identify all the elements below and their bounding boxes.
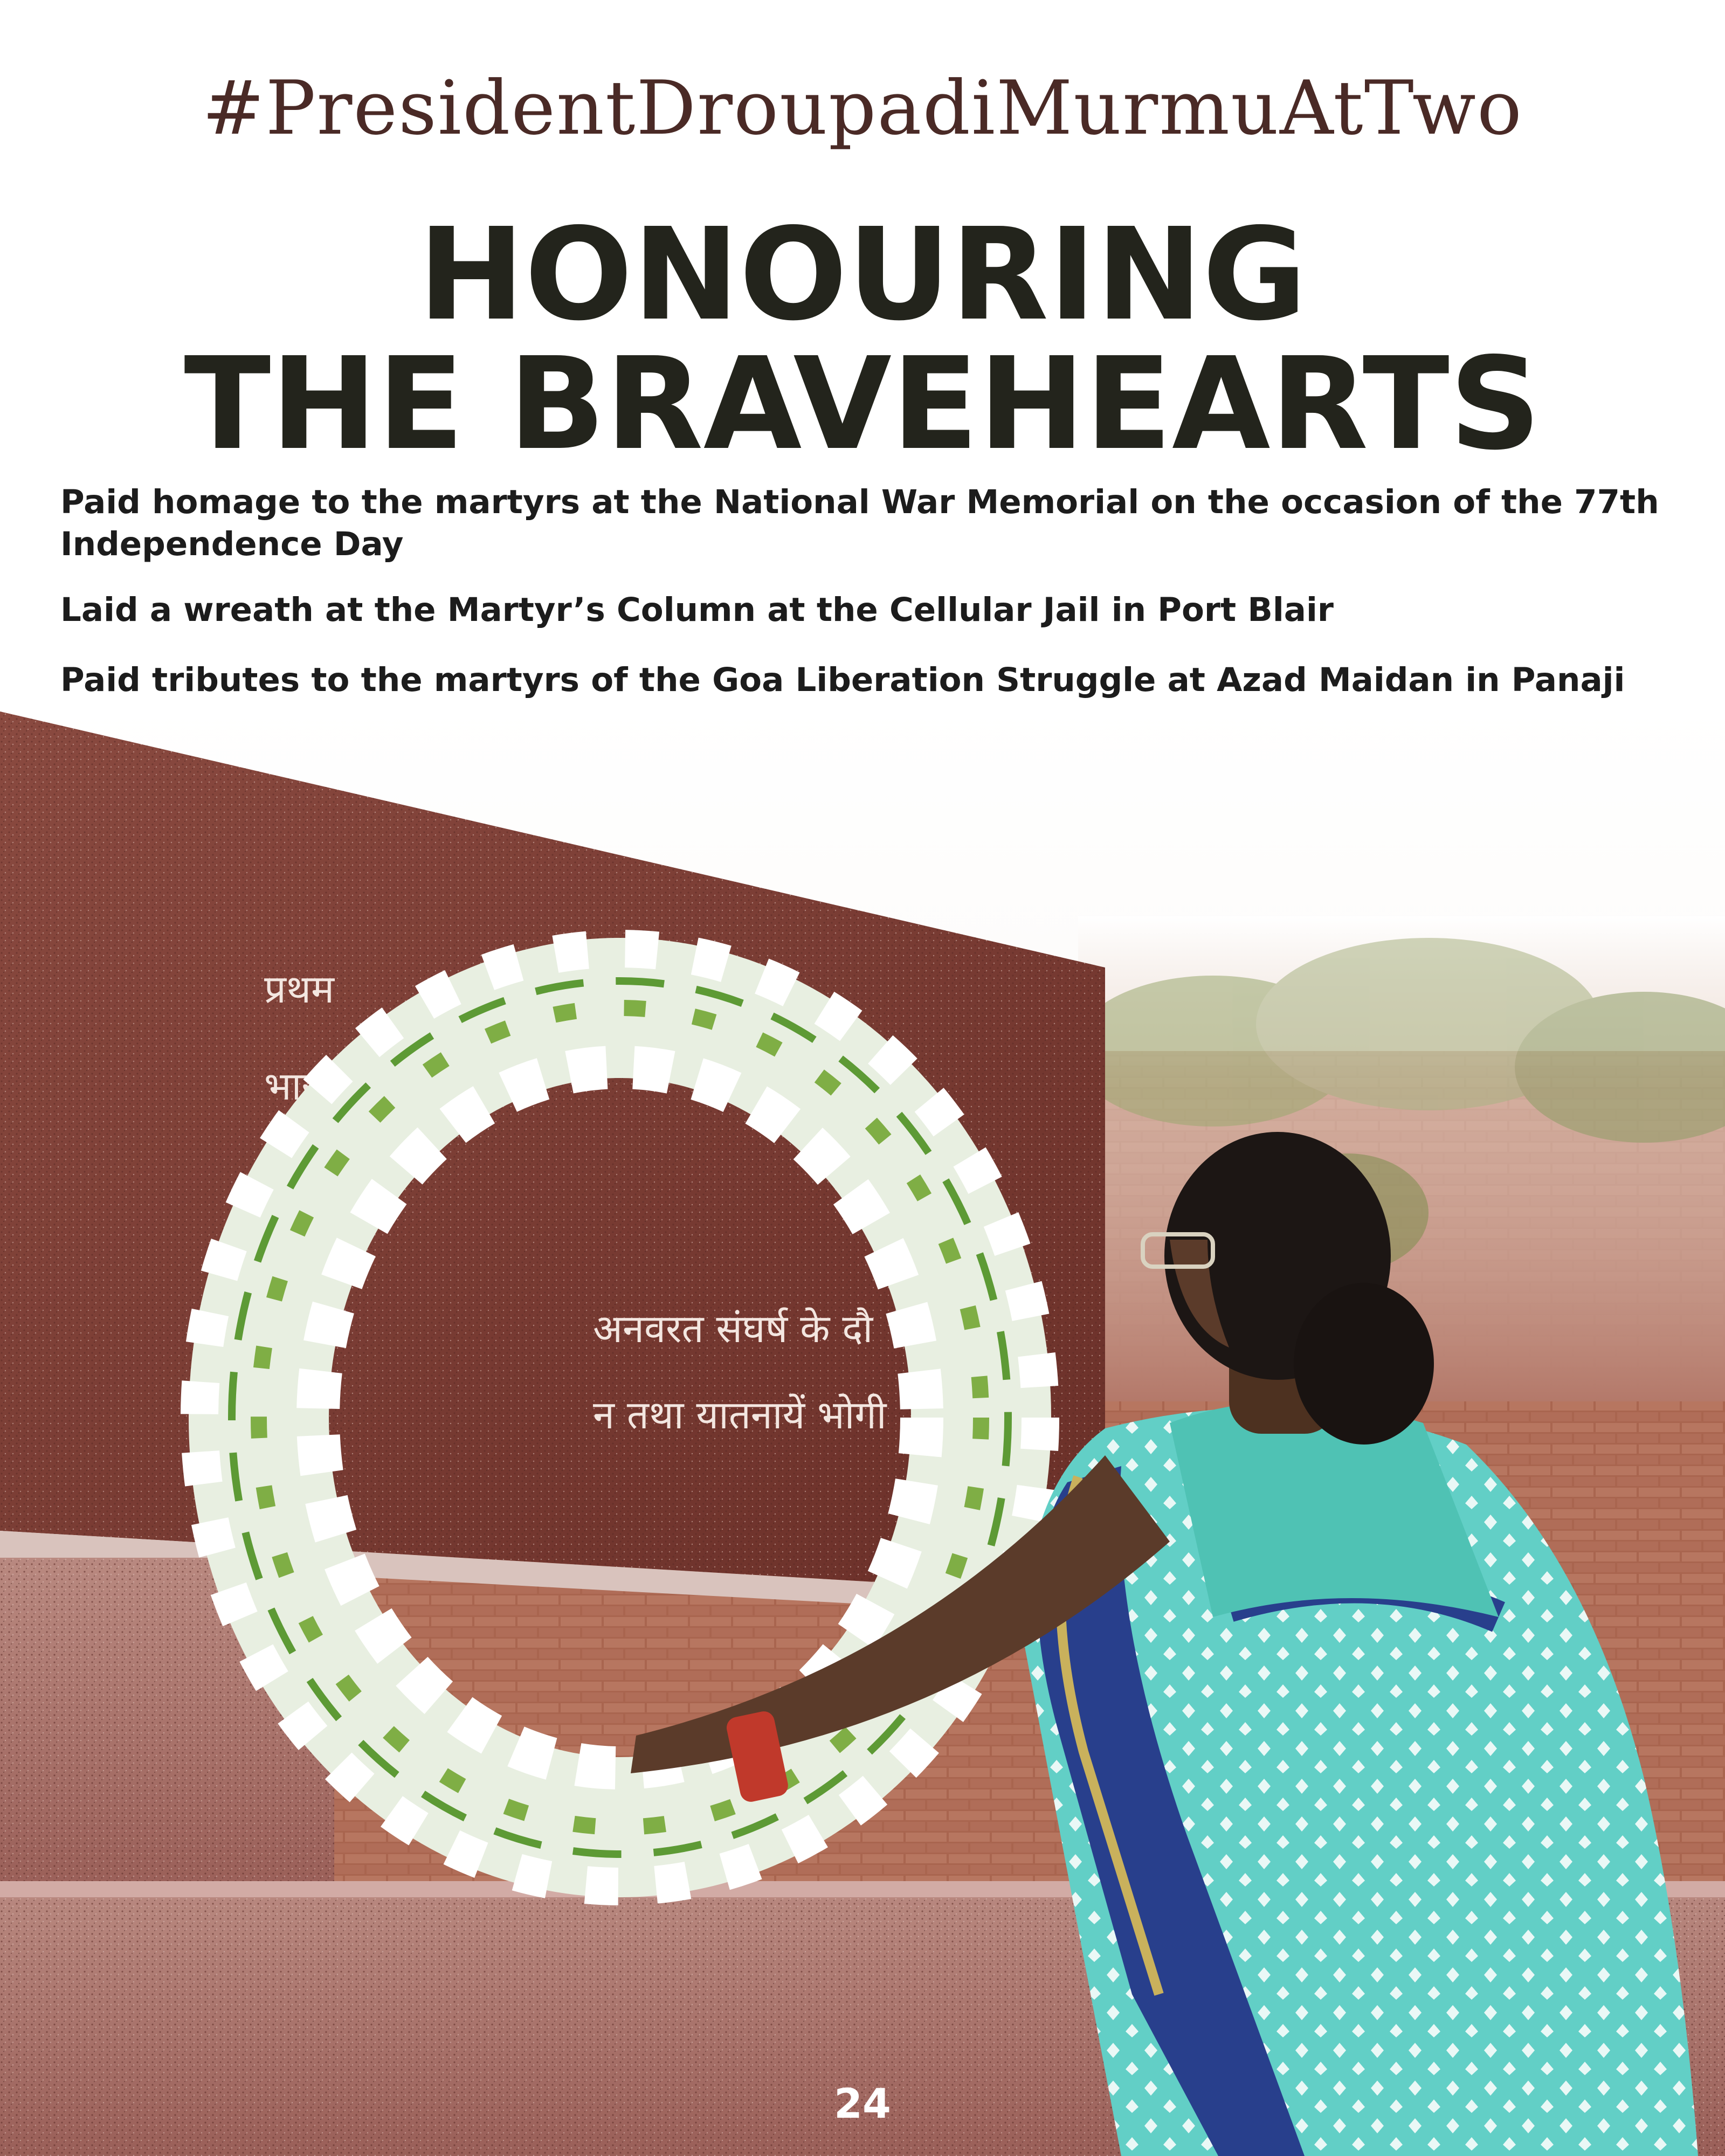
- highlight-1: [60, 481, 1667, 565]
- hashtag: #PresidentDroupadiMurmuAtTwo: [202, 65, 1523, 151]
- highlight-1-line-2: Independence Day: [60, 525, 404, 563]
- page-title-line-2: THE BRAVEHEARTS: [184, 330, 1541, 478]
- plaque-text-2: भार: [264, 1063, 318, 1109]
- highlight-3: Paid tributes to the martyrs of the Goa Liberation Struggle at Azad Maidan in Panaji: [60, 661, 1625, 699]
- plaque-text-1: प्रथम: [264, 966, 335, 1012]
- wreath-laying-photo: [0, 701, 1725, 2156]
- page-number: 24: [834, 2079, 891, 2127]
- highlight-1-line-1: Paid homage to the martyrs at the National War Memorial on the occasion of the 77th: [60, 483, 1659, 521]
- plaque-text-3: अनवरत संघर्ष के दौ: [593, 1306, 873, 1351]
- plaque-text-4: न तथा यातनायें भोगी: [593, 1392, 887, 1438]
- page-title-line-1: HONOURING: [418, 201, 1307, 349]
- highlight-2: Laid a wreath at the Martyr’s Column at the Cellular Jail in Port Blair: [60, 591, 1334, 629]
